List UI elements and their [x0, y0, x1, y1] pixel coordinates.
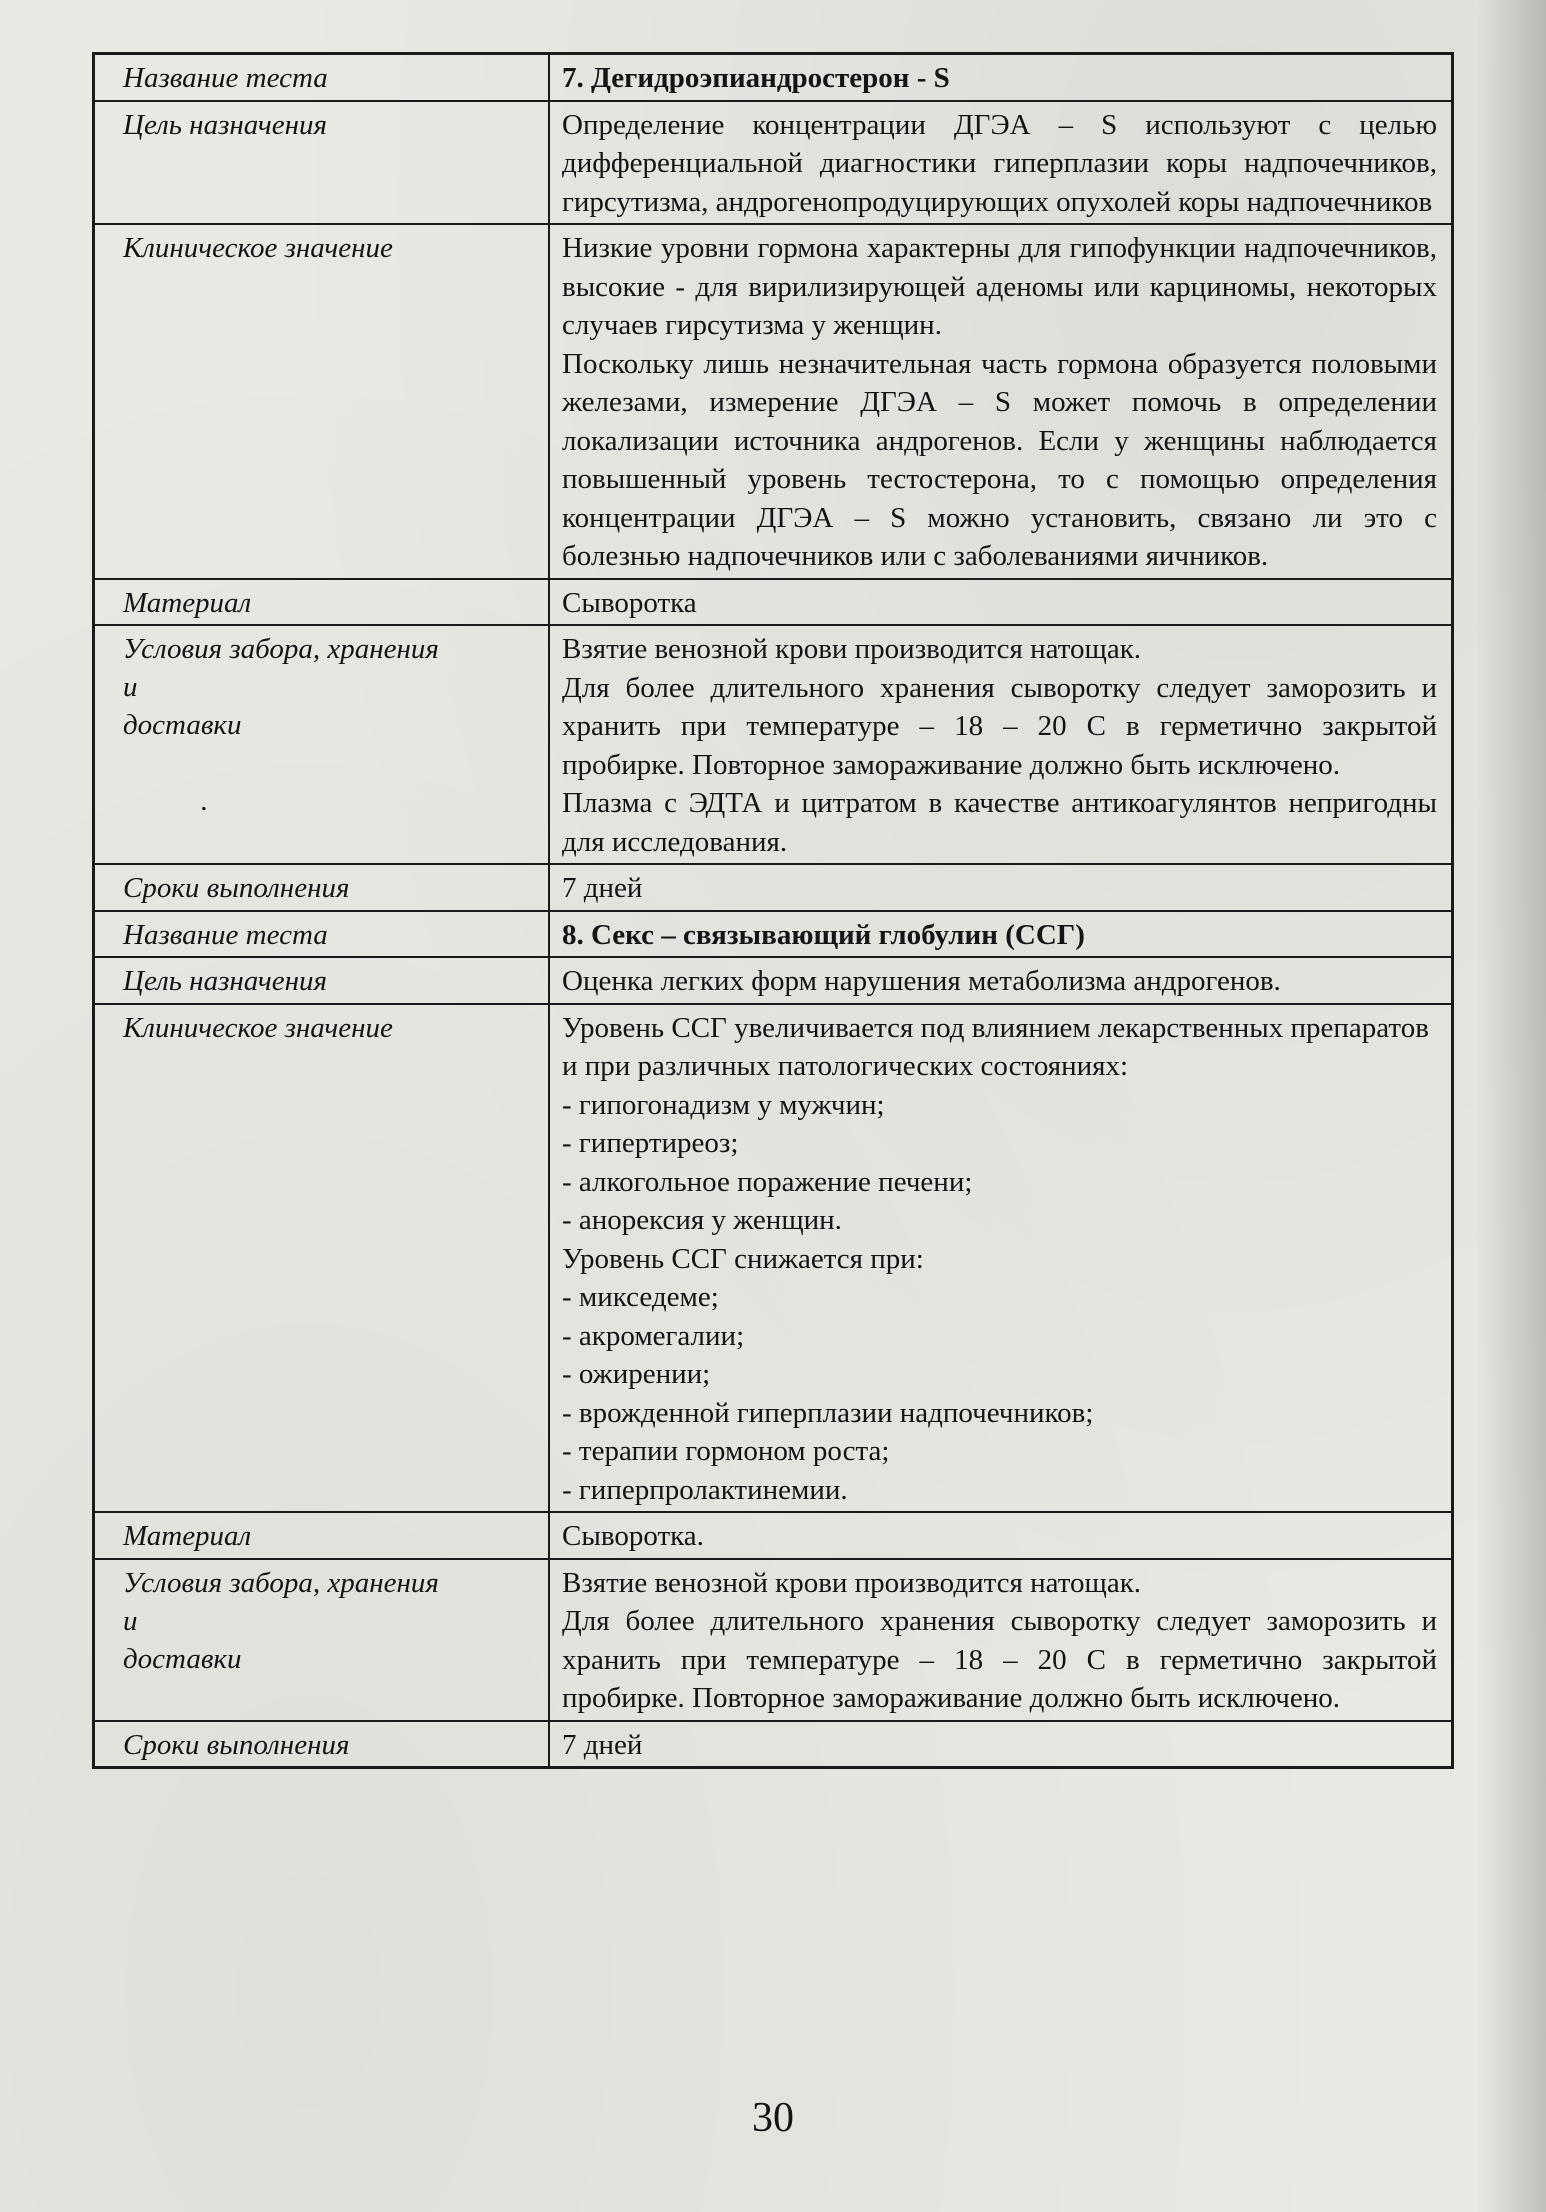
table-row	[95, 580, 1451, 627]
label-line: и	[123, 1604, 138, 1637]
row-label	[95, 626, 550, 863]
conditions-paragraph: Для более длительного хранения сыворотку следует заморозить и хранить при температуре – 18 – 20 С в герметично закрытой пробирке. Повторное замораживание должно быть исключено.	[562, 671, 1437, 781]
clinical-line: и при различных патологических состояниях:	[562, 1050, 1129, 1082]
clinical-paragraph: Низкие уровни гормона характерны для гипофункции надпочечников, высокие - для вирилизирующей аденомы или карциномы, некоторых случаев гирсутизма у женщин.	[562, 232, 1437, 341]
row-label: Материал	[95, 580, 550, 625]
reference-table	[92, 52, 1454, 1769]
table-row	[95, 225, 1451, 580]
clinical-line: - акромегалии;	[562, 1319, 745, 1352]
clinical-paragraph: Поскольку лишь незначительная часть гормона образуется половыми железами, измерение ДГЭА – S может помочь в определении локализации источника андрогенов. Если у женщины наблюдается повышенный уровень тестостерона, то с помощью определения концентрации ДГЭА – S можно установить, связано ли это с болезнью надпочечников или с заболеваниями яичников.	[562, 347, 1437, 572]
table-row	[95, 958, 1451, 1005]
row-label: Клиническое значение	[95, 1005, 550, 1512]
conditions-paragraph: Взятие венозной крови производится натощак.	[562, 1566, 1142, 1599]
clinical-line: - гипертиреоз;	[562, 1127, 739, 1159]
clinical-line: - гипогонадизм у мужчин;	[562, 1088, 885, 1121]
clinical-line: - микседеме;	[562, 1281, 719, 1313]
clinical-line: - гиперпролактинемии.	[562, 1473, 848, 1506]
label-line: и	[123, 671, 138, 703]
label-line: Условия забора, хранения	[123, 1566, 439, 1599]
table-row	[95, 912, 1451, 959]
row-label: Цель назначения	[95, 102, 550, 224]
row-label: Материал	[95, 1513, 550, 1558]
row-label: Сроки выполнения	[95, 865, 550, 910]
label-line: .	[201, 785, 209, 817]
row-label	[95, 1560, 550, 1720]
label-line	[123, 744, 538, 782]
table-row	[95, 1005, 1451, 1514]
label-line: доставки	[123, 1642, 242, 1675]
table-row	[95, 1513, 1451, 1560]
table-row	[95, 102, 1451, 226]
label-line: Условия забора, хранения	[123, 633, 439, 665]
clinical-line: - ожирении;	[562, 1358, 711, 1390]
label-line: доставки	[123, 709, 242, 741]
row-label: Сроки выполнения	[95, 1722, 550, 1767]
conditions-paragraph: Плазма с ЭДТА и цитратом в качестве антикоагулянтов непригодны для исследования.	[562, 787, 1437, 858]
test-title: 7. Дегидроэпиандростерон - S	[562, 62, 950, 94]
duration-text: 7 дней	[562, 872, 643, 904]
clinical-line: - терапии гормоном роста;	[562, 1435, 890, 1467]
conditions-paragraph: Взятие венозной крови производится натощак.	[562, 633, 1142, 665]
conditions-paragraph: Для более длительного хранения сыворотку следует заморозить и хранить при температуре – 18 – 20 С в герметично закрытой пробирке. Повторное замораживание должно быть исключено.	[562, 1605, 1437, 1714]
page-number: 30	[752, 2095, 794, 2141]
table-row	[95, 626, 1451, 865]
purpose-text: Определение концентрации ДГЭА – S используют с целью дифференциальной диагностики гиперплазии коры надпочечников, гирсутизма, андрогенопродуцирующих опухолей коры надпочечников	[562, 108, 1437, 218]
duration-text: 7 дней	[562, 1728, 643, 1761]
material-text: Сыворотка.	[562, 1520, 704, 1552]
table-row	[95, 865, 1451, 912]
table-row	[95, 55, 1451, 102]
page-edge-shadow	[1476, 0, 1546, 2212]
row-label: Название теста	[95, 55, 550, 100]
clinical-line: - анорексия у женщин.	[562, 1204, 842, 1236]
table-row	[95, 1722, 1451, 1767]
clinical-line: Уровень ССГ снижается при:	[562, 1242, 924, 1275]
row-label: Название теста	[95, 912, 550, 957]
row-label: Клиническое значение	[95, 225, 550, 578]
material-text: Сыворотка	[562, 586, 697, 619]
row-label: Цель назначения	[95, 958, 550, 1003]
test-title: 8. Секс – связывающий глобулин (ССГ)	[562, 918, 1085, 951]
clinical-line: Уровень ССГ увеличивается под влиянием лекарственных препаратов	[562, 1011, 1429, 1044]
clinical-line: - врожденной гиперплазии надпочечников;	[562, 1396, 1094, 1429]
table-row	[95, 1560, 1451, 1722]
clinical-line: - алкогольное поражение печени;	[562, 1165, 973, 1198]
purpose-text: Оценка легких форм нарушения метаболизма андрогенов.	[562, 965, 1281, 997]
